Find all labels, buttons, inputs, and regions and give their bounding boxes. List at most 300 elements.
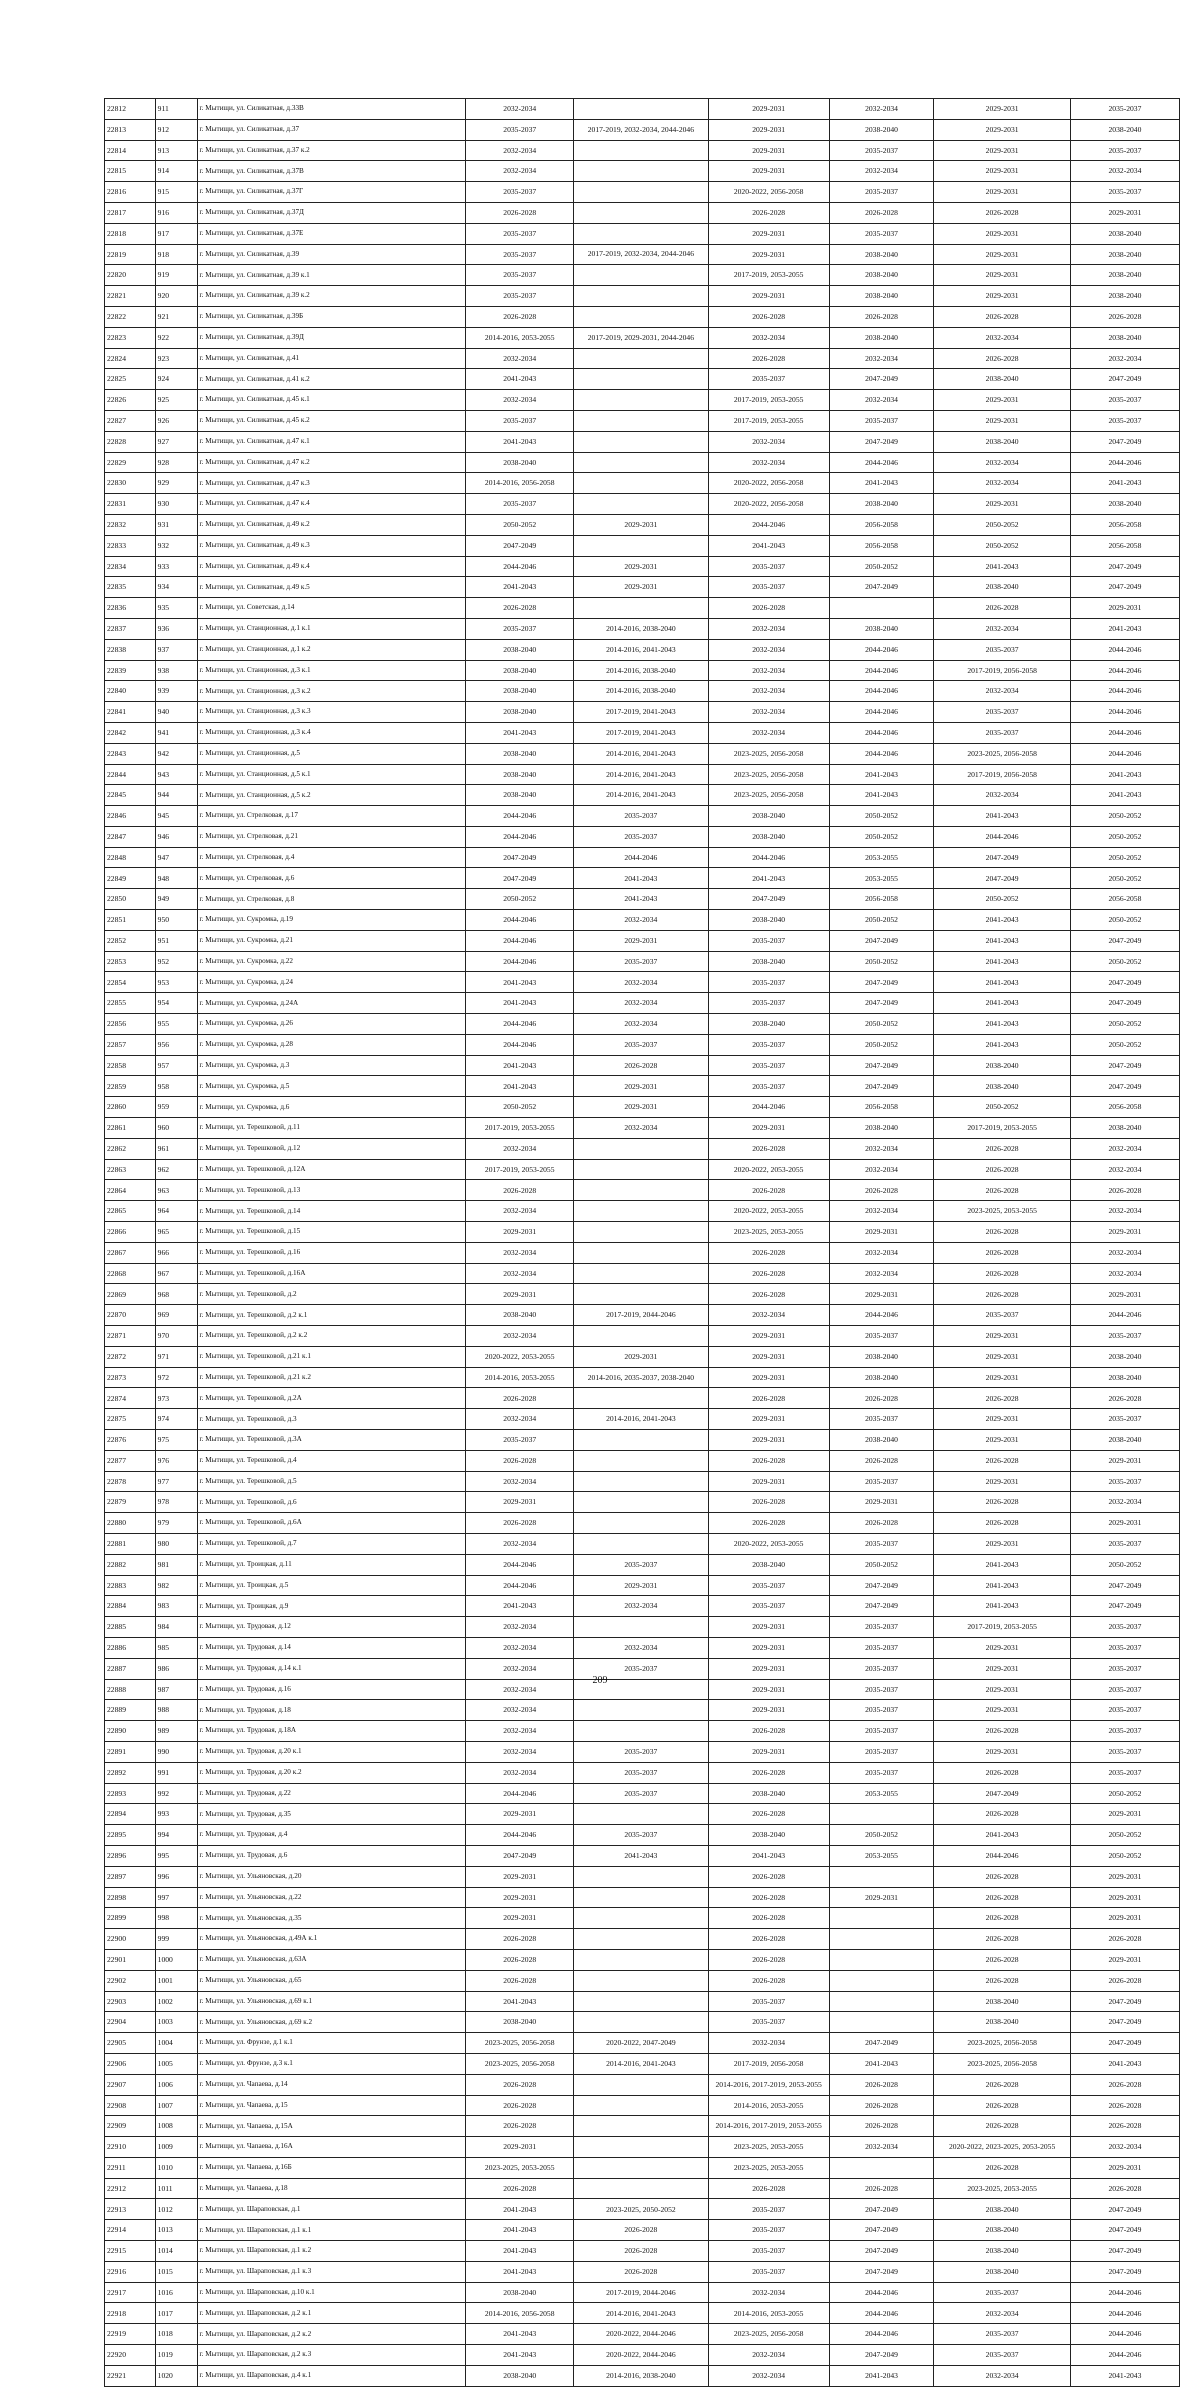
period-cell: 2053-2055 <box>829 847 934 868</box>
period-cell: 2014-2016, 2017-2019, 2053-2055 <box>708 2074 829 2095</box>
period-cell: 2047-2049 <box>829 930 934 951</box>
period-cell: 2026-2028 <box>1070 2116 1179 2137</box>
table-row <box>105 431 1180 452</box>
period-cell: 2032-2034 <box>934 327 1071 348</box>
period-cell: 2029-2031 <box>708 161 829 182</box>
period-cell: 2047-2049 <box>1070 972 1179 993</box>
period-cell: 2014-2016, 2041-2043 <box>574 2053 708 2074</box>
table-row <box>105 1596 1180 1617</box>
entry-number-cell: 1004 <box>155 2033 197 2054</box>
period-cell: 2035-2037 <box>934 702 1071 723</box>
table-row <box>105 785 1180 806</box>
period-cell: 2035-2037 <box>829 1409 934 1430</box>
period-cell: 2032-2034 <box>829 1263 934 1284</box>
period-cell: 2047-2049 <box>1070 1991 1179 2012</box>
period-cell <box>574 1533 708 1554</box>
period-cell: 2023-2025, 2053-2055 <box>708 1222 829 1243</box>
period-cell: 2032-2034 <box>708 2033 829 2054</box>
table-row <box>105 140 1180 161</box>
period-cell: 2026-2028 <box>708 1804 829 1825</box>
period-cell: 2029-2031 <box>574 930 708 951</box>
address-cell: г. Мытищи, ул. Шараповская, д.2 к.3 <box>197 2345 466 2366</box>
period-cell: 2056-2058 <box>829 1097 934 1118</box>
period-cell: 2044-2046 <box>466 1575 574 1596</box>
address-cell: г. Мытищи, ул. Силикатная, д.37 к.2 <box>197 140 466 161</box>
period-cell: 2029-2031 <box>934 244 1071 265</box>
period-cell: 2038-2040 <box>708 1014 829 1035</box>
period-cell: 2026-2028 <box>934 1762 1071 1783</box>
row-index-cell: 22921 <box>105 2365 156 2386</box>
period-cell: 2023-2025, 2056-2058 <box>934 743 1071 764</box>
period-cell: 2035-2037 <box>829 1533 934 1554</box>
table-row <box>105 1284 1180 1305</box>
address-cell: г. Мытищи, ул. Терешковой, д.12 <box>197 1138 466 1159</box>
table-row <box>105 369 1180 390</box>
table-row <box>105 764 1180 785</box>
period-cell: 2029-2031 <box>708 1326 829 1347</box>
table-row <box>105 2345 1180 2366</box>
address-cell: г. Мытищи, ул. Трудовая, д.6 <box>197 1845 466 1866</box>
address-cell: г. Мытищи, ул. Станционная, д.1 к.1 <box>197 618 466 639</box>
period-cell: 2035-2037 <box>708 993 829 1014</box>
address-cell: г. Мытищи, ул. Станционная, д.1 к.2 <box>197 639 466 660</box>
period-cell: 2032-2034 <box>466 1242 574 1263</box>
table-row <box>105 2282 1180 2303</box>
period-cell: 2014-2016, 2053-2055 <box>466 327 574 348</box>
period-cell: 2032-2034 <box>466 140 574 161</box>
period-cell: 2032-2034 <box>1070 161 1179 182</box>
address-cell: г. Мытищи, ул. Силикатная, д.49 к.5 <box>197 577 466 598</box>
period-cell: 2032-2034 <box>829 99 934 120</box>
period-cell: 2035-2037 <box>934 722 1071 743</box>
table-row <box>105 618 1180 639</box>
period-cell: 2038-2040 <box>829 494 934 515</box>
period-cell: 2038-2040 <box>466 2282 574 2303</box>
entry-number-cell: 981 <box>155 1554 197 1575</box>
row-index-cell: 22867 <box>105 1242 156 1263</box>
row-index-cell: 22895 <box>105 1825 156 1846</box>
entry-number-cell: 948 <box>155 868 197 889</box>
address-cell: г. Мытищи, ул. Силикатная, д.47 к.2 <box>197 452 466 473</box>
address-cell: г. Мытищи, ул. Шараповская, д.1 к.3 <box>197 2261 466 2282</box>
table-row <box>105 639 1180 660</box>
period-cell: 2032-2034 <box>466 348 574 369</box>
table-row <box>105 244 1180 265</box>
address-cell: г. Мытищи, ул. Трудовая, д.14 к.1 <box>197 1658 466 1679</box>
period-cell: 2044-2046 <box>934 1845 1071 1866</box>
row-index-cell: 22875 <box>105 1409 156 1430</box>
period-cell: 2032-2034 <box>466 1138 574 1159</box>
period-cell: 2023-2025, 2053-2055 <box>934 2178 1071 2199</box>
period-cell: 2032-2034 <box>829 1201 934 1222</box>
period-cell <box>574 1201 708 1222</box>
address-cell: г. Мытищи, ул. Трудовая, д.4 <box>197 1825 466 1846</box>
period-cell: 2032-2034 <box>1070 1242 1179 1263</box>
table-row <box>105 972 1180 993</box>
period-cell: 2032-2034 <box>708 702 829 723</box>
period-cell: 2026-2028 <box>708 1492 829 1513</box>
period-cell: 2038-2040 <box>934 2241 1071 2262</box>
period-cell: 2032-2034 <box>934 681 1071 702</box>
period-cell: 2032-2034 <box>708 2365 829 2386</box>
entry-number-cell: 942 <box>155 743 197 764</box>
period-cell: 2026-2028 <box>1070 2178 1179 2199</box>
period-cell: 2047-2049 <box>708 889 829 910</box>
address-cell: г. Мытищи, ул. Станционная, д.5 <box>197 743 466 764</box>
period-cell: 2050-2052 <box>829 1825 934 1846</box>
period-cell: 2026-2028 <box>829 1450 934 1471</box>
table-row <box>105 847 1180 868</box>
period-cell: 2026-2028 <box>934 1263 1071 1284</box>
period-cell: 2035-2037 <box>1070 140 1179 161</box>
period-cell: 2029-2031 <box>466 1284 574 1305</box>
period-cell: 2044-2046 <box>708 514 829 535</box>
period-cell: 2041-2043 <box>829 2365 934 2386</box>
period-cell: 2026-2028 <box>708 1242 829 1263</box>
period-cell: 2047-2049 <box>829 431 934 452</box>
row-index-cell: 22841 <box>105 702 156 723</box>
entry-number-cell: 938 <box>155 660 197 681</box>
period-cell: 2026-2028 <box>466 2095 574 2116</box>
table-row <box>105 1949 1180 1970</box>
period-cell <box>829 2012 934 2033</box>
period-cell: 2035-2037 <box>574 1825 708 1846</box>
period-cell: 2032-2034 <box>708 1305 829 1326</box>
period-cell: 2032-2034 <box>466 161 574 182</box>
period-cell: 2044-2046 <box>1070 2345 1179 2366</box>
period-cell: 2038-2040 <box>466 2365 574 2386</box>
period-cell: 2014-2016, 2038-2040 <box>574 681 708 702</box>
period-cell: 2047-2049 <box>1070 2199 1179 2220</box>
entry-number-cell: 927 <box>155 431 197 452</box>
period-cell: 2035-2037 <box>829 1700 934 1721</box>
row-index-cell: 22898 <box>105 1887 156 1908</box>
period-cell: 2029-2031 <box>829 1887 934 1908</box>
address-cell: г. Мытищи, ул. Трудовая, д.20 к.2 <box>197 1762 466 1783</box>
period-cell: 2014-2016, 2017-2019, 2053-2055 <box>708 2116 829 2137</box>
table-row <box>105 1741 1180 1762</box>
row-index-cell: 22883 <box>105 1575 156 1596</box>
row-index-cell: 22819 <box>105 244 156 265</box>
period-cell: 2038-2040 <box>708 1554 829 1575</box>
period-cell: 2035-2037 <box>574 1554 708 1575</box>
period-cell: 2044-2046 <box>829 660 934 681</box>
period-cell: 2020-2022, 2056-2058 <box>708 182 829 203</box>
period-cell: 2047-2049 <box>829 2241 934 2262</box>
row-index-cell: 22868 <box>105 1263 156 1284</box>
period-cell: 2026-2028 <box>466 1949 574 1970</box>
period-cell: 2017-2019, 2053-2055 <box>708 390 829 411</box>
address-cell: г. Мытищи, ул. Советская, д.14 <box>197 598 466 619</box>
period-cell: 2038-2040 <box>708 910 829 931</box>
period-cell <box>574 2137 708 2158</box>
period-cell: 2041-2043 <box>1070 618 1179 639</box>
period-cell: 2026-2028 <box>708 1908 829 1929</box>
row-index-cell: 22844 <box>105 764 156 785</box>
period-cell: 2035-2037 <box>708 1055 829 1076</box>
period-cell: 2029-2031 <box>934 1700 1071 1721</box>
row-index-cell: 22861 <box>105 1118 156 1139</box>
period-cell: 2035-2037 <box>1070 1471 1179 1492</box>
period-cell: 2026-2028 <box>708 1138 829 1159</box>
table-row <box>105 2199 1180 2220</box>
period-cell <box>574 1721 708 1742</box>
table-row <box>105 577 1180 598</box>
period-cell <box>574 1284 708 1305</box>
entry-number-cell: 1001 <box>155 1970 197 1991</box>
work-schedule-table <box>104 98 1180 2387</box>
period-cell: 2029-2031 <box>708 1118 829 1139</box>
table-row <box>105 410 1180 431</box>
period-cell: 2029-2031 <box>934 390 1071 411</box>
entry-number-cell: 994 <box>155 1825 197 1846</box>
row-index-cell: 22887 <box>105 1658 156 1679</box>
period-cell: 2035-2037 <box>708 1596 829 1617</box>
period-cell: 2026-2028 <box>1070 1388 1179 1409</box>
address-cell: г. Мытищи, ул. Ульяновская, д.63А <box>197 1949 466 1970</box>
period-cell: 2047-2049 <box>1070 556 1179 577</box>
entry-number-cell: 950 <box>155 910 197 931</box>
period-cell: 2035-2037 <box>466 618 574 639</box>
period-cell: 2035-2037 <box>708 2220 829 2241</box>
table-row <box>105 2012 1180 2033</box>
table-row <box>105 1991 1180 2012</box>
period-cell: 2026-2028 <box>934 1970 1071 1991</box>
period-cell: 2032-2034 <box>466 1721 574 1742</box>
period-cell: 2014-2016, 2053-2055 <box>708 2095 829 2116</box>
period-cell: 2014-2016, 2041-2043 <box>574 639 708 660</box>
address-cell: г. Мытищи, ул. Терешковой, д.3 <box>197 1409 466 1430</box>
period-cell: 2029-2031 <box>829 1492 934 1513</box>
entry-number-cell: 960 <box>155 1118 197 1139</box>
table-row <box>105 2095 1180 2116</box>
period-cell: 2047-2049 <box>829 2033 934 2054</box>
period-cell: 2050-2052 <box>1070 1034 1179 1055</box>
period-cell: 2035-2037 <box>1070 1409 1179 1430</box>
period-cell: 2044-2046 <box>466 556 574 577</box>
period-cell: 2032-2034 <box>574 1596 708 1617</box>
period-cell: 2047-2049 <box>829 2261 934 2282</box>
entry-number-cell: 922 <box>155 327 197 348</box>
entry-number-cell: 923 <box>155 348 197 369</box>
address-cell: г. Мытищи, ул. Трудовая, д.22 <box>197 1783 466 1804</box>
period-cell <box>574 1263 708 1284</box>
period-cell: 2026-2028 <box>934 1284 1071 1305</box>
period-cell <box>574 431 708 452</box>
entry-number-cell: 945 <box>155 806 197 827</box>
row-index-cell: 22884 <box>105 1596 156 1617</box>
period-cell: 2047-2049 <box>934 847 1071 868</box>
address-cell: г. Мытищи, ул. Стрелковая, д.4 <box>197 847 466 868</box>
period-cell: 2026-2028 <box>574 1055 708 1076</box>
period-cell: 2029-2031 <box>1070 1804 1179 1825</box>
period-cell <box>574 1970 708 1991</box>
period-cell: 2032-2034 <box>466 1658 574 1679</box>
period-cell: 2044-2046 <box>934 826 1071 847</box>
row-index-cell: 22813 <box>105 119 156 140</box>
period-cell: 2056-2058 <box>829 514 934 535</box>
period-cell: 2047-2049 <box>1070 2033 1179 2054</box>
period-cell: 2041-2043 <box>1070 2053 1179 2074</box>
address-cell: г. Мытищи, ул. Троицкая, д.11 <box>197 1554 466 1575</box>
table-row <box>105 1471 1180 1492</box>
row-index-cell: 22858 <box>105 1055 156 1076</box>
row-index-cell: 22812 <box>105 99 156 120</box>
period-cell <box>574 473 708 494</box>
period-cell: 2038-2040 <box>466 764 574 785</box>
address-cell: г. Мытищи, ул. Сукромка, д.21 <box>197 930 466 951</box>
row-index-cell: 22840 <box>105 681 156 702</box>
period-cell: 2035-2037 <box>829 1617 934 1638</box>
address-cell: г. Мытищи, ул. Сукромка, д.22 <box>197 951 466 972</box>
table-row <box>105 1929 1180 1950</box>
period-cell: 2041-2043 <box>829 785 934 806</box>
period-cell: 2050-2052 <box>934 889 1071 910</box>
period-cell: 2047-2049 <box>1070 930 1179 951</box>
entry-number-cell: 982 <box>155 1575 197 1596</box>
period-cell: 2029-2031 <box>1070 1908 1179 1929</box>
row-index-cell: 22870 <box>105 1305 156 1326</box>
address-cell: г. Мытищи, ул. Сукромка, д.19 <box>197 910 466 931</box>
period-cell: 2026-2028 <box>1070 306 1179 327</box>
table-row <box>105 1118 1180 1139</box>
period-cell: 2047-2049 <box>1070 1055 1179 1076</box>
table-row <box>105 1367 1180 1388</box>
address-cell: г. Мытищи, ул. Силикатная, д.39Д <box>197 327 466 348</box>
period-cell: 2044-2046 <box>829 639 934 660</box>
period-cell: 2041-2043 <box>574 868 708 889</box>
period-cell <box>829 1804 934 1825</box>
address-cell: г. Мытищи, ул. Трудовая, д.18 <box>197 1700 466 1721</box>
table-row <box>105 1097 1180 1118</box>
period-cell: 2032-2034 <box>934 473 1071 494</box>
period-cell <box>574 410 708 431</box>
row-index-cell: 22830 <box>105 473 156 494</box>
entry-number-cell: 975 <box>155 1430 197 1451</box>
period-cell: 2029-2031 <box>1070 1222 1179 1243</box>
period-cell: 2017-2019, 2032-2034, 2044-2046 <box>574 119 708 140</box>
period-cell: 2026-2028 <box>708 1513 829 1534</box>
table-row <box>105 1076 1180 1097</box>
period-cell: 2041-2043 <box>466 2220 574 2241</box>
row-index-cell: 22881 <box>105 1533 156 1554</box>
row-index-cell: 22842 <box>105 722 156 743</box>
period-cell: 2041-2043 <box>466 1991 574 2012</box>
table-row <box>105 1617 1180 1638</box>
entry-number-cell: 934 <box>155 577 197 598</box>
period-cell: 2038-2040 <box>1070 1367 1179 1388</box>
period-cell: 2041-2043 <box>574 1845 708 1866</box>
period-cell: 2053-2055 <box>829 1783 934 1804</box>
table-row <box>105 1845 1180 1866</box>
address-cell: г. Мытищи, ул. Трудовая, д.12 <box>197 1617 466 1638</box>
address-cell: г. Мытищи, ул. Чапаева, д.15А <box>197 2116 466 2137</box>
period-cell: 2035-2037 <box>829 1762 934 1783</box>
period-cell: 2023-2025, 2053-2055 <box>466 2157 574 2178</box>
period-cell: 2038-2040 <box>934 577 1071 598</box>
table-row <box>105 1554 1180 1575</box>
period-cell: 2047-2049 <box>934 868 1071 889</box>
table-row <box>105 702 1180 723</box>
period-cell: 2038-2040 <box>829 1346 934 1367</box>
period-cell: 2047-2049 <box>829 1055 934 1076</box>
period-cell: 2032-2034 <box>466 1762 574 1783</box>
period-cell: 2041-2043 <box>934 1034 1071 1055</box>
period-cell: 2032-2034 <box>708 618 829 639</box>
row-index-cell: 22899 <box>105 1908 156 1929</box>
period-cell <box>574 2157 708 2178</box>
period-cell: 2014-2016, 2038-2040 <box>574 2365 708 2386</box>
entry-number-cell: 990 <box>155 1741 197 1762</box>
period-cell: 2026-2028 <box>934 1804 1071 1825</box>
period-cell <box>829 1866 934 1887</box>
table-row <box>105 2033 1180 2054</box>
table-row <box>105 514 1180 535</box>
period-cell: 2038-2040 <box>1070 286 1179 307</box>
period-cell: 2047-2049 <box>1070 2220 1179 2241</box>
entry-number-cell: 989 <box>155 1721 197 1742</box>
entry-number-cell: 1000 <box>155 1949 197 1970</box>
period-cell: 2014-2016, 2041-2043 <box>574 2303 708 2324</box>
entry-number-cell: 912 <box>155 119 197 140</box>
period-cell: 2026-2028 <box>934 1929 1071 1950</box>
period-cell: 2029-2031 <box>934 1741 1071 1762</box>
address-cell: г. Мытищи, ул. Шараповская, д.1 к.1 <box>197 2220 466 2241</box>
period-cell: 2035-2037 <box>708 972 829 993</box>
period-cell <box>574 1700 708 1721</box>
entry-number-cell: 991 <box>155 1762 197 1783</box>
period-cell: 2029-2031 <box>708 1637 829 1658</box>
period-cell: 2026-2028 <box>708 1762 829 1783</box>
row-index-cell: 22904 <box>105 2012 156 2033</box>
period-cell: 2032-2034 <box>574 1637 708 1658</box>
address-cell: г. Мытищи, ул. Терешковой, д.11 <box>197 1118 466 1139</box>
period-cell: 2038-2040 <box>1070 327 1179 348</box>
address-cell: г. Мытищи, ул. Шараповская, д.1 к.2 <box>197 2241 466 2262</box>
entry-number-cell: 924 <box>155 369 197 390</box>
period-cell: 2041-2043 <box>574 889 708 910</box>
period-cell: 2032-2034 <box>708 722 829 743</box>
table-row <box>105 348 1180 369</box>
period-cell: 2047-2049 <box>829 972 934 993</box>
table-row <box>105 1034 1180 1055</box>
period-cell: 2041-2043 <box>934 1596 1071 1617</box>
period-cell <box>829 1949 934 1970</box>
period-cell: 2044-2046 <box>466 951 574 972</box>
entry-number-cell: 997 <box>155 1887 197 1908</box>
period-cell: 2035-2037 <box>574 826 708 847</box>
entry-number-cell: 1009 <box>155 2137 197 2158</box>
row-index-cell: 22896 <box>105 1845 156 1866</box>
row-index-cell: 22864 <box>105 1180 156 1201</box>
period-cell: 2038-2040 <box>466 743 574 764</box>
address-cell: г. Мытищи, ул. Силикатная, д.41 <box>197 348 466 369</box>
period-cell <box>574 182 708 203</box>
period-cell: 2032-2034 <box>466 1637 574 1658</box>
address-cell: г. Мытищи, ул. Силикатная, д.47 к.1 <box>197 431 466 452</box>
period-cell: 2029-2031 <box>1070 1284 1179 1305</box>
entry-number-cell: 1017 <box>155 2303 197 2324</box>
period-cell: 2035-2037 <box>829 1637 934 1658</box>
period-cell <box>574 202 708 223</box>
period-cell: 2056-2058 <box>1070 889 1179 910</box>
period-cell: 2029-2031 <box>466 1222 574 1243</box>
period-cell: 2029-2031 <box>934 1326 1071 1347</box>
address-cell: г. Мытищи, ул. Троицкая, д.5 <box>197 1575 466 1596</box>
period-cell: 2038-2040 <box>1070 1430 1179 1451</box>
period-cell: 2029-2031 <box>574 514 708 535</box>
row-index-cell: 22888 <box>105 1679 156 1700</box>
